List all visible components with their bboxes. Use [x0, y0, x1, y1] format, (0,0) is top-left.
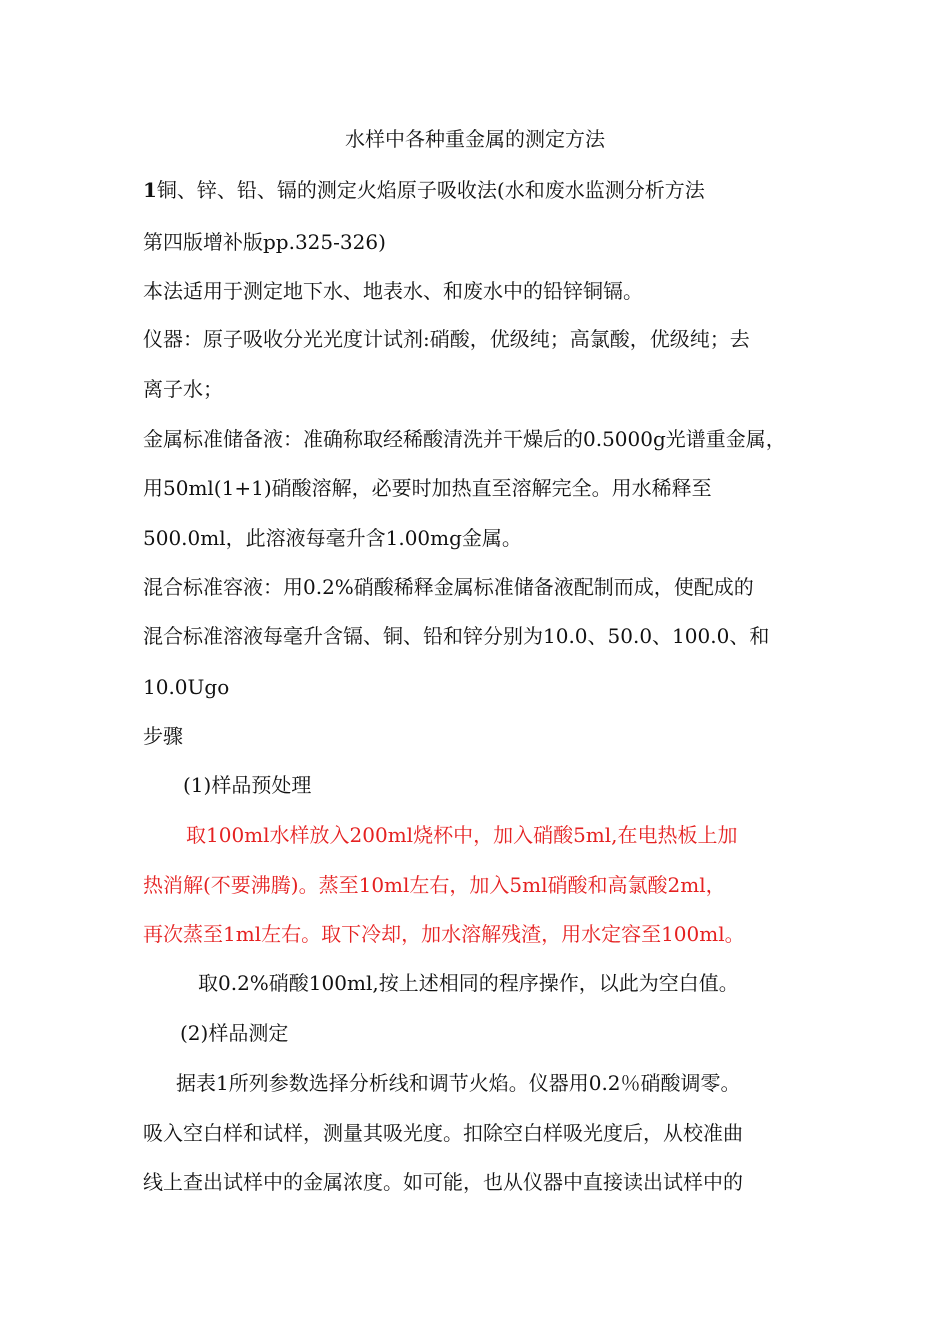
text-line-9: 混合标准容液：用0.2%硝酸稀释金属标准储备液配制而成，使配成的 — [143, 575, 754, 599]
text-line-7: 用50ml(1+1)硝酸溶解，必要时加热直至溶解完全。用水稀释至 — [143, 476, 712, 500]
text-line-6: 金属标准储备液：准确称取经稀酸清洗并干燥后的0.5000g光谱重金属， — [143, 427, 786, 451]
highlight-line-3: 再次蒸至1ml左右。取下冷却，加水溶解残渣，用水定容至100ml。 — [143, 922, 745, 946]
text-line-4: 仪器：原子吸收分光光度计试剂:硝酸，优级纯；高氯酸，优级纯；去 — [143, 327, 750, 351]
text-line-measure-2: 吸入空白样和试样，测量其吸光度。扣除空白样吸光度后，从校准曲 — [143, 1121, 743, 1145]
text-line-measure-3: 线上查出试样中的金属浓度。如可能，也从仪器中直接读出试样中的 — [143, 1170, 743, 1194]
section-heading-steps: 步骤 — [143, 724, 183, 748]
text-line-blank-value: 取0.2%硝酸100ml,按上述相同的程序操作，以此为空白值。 — [198, 971, 739, 995]
text-line-8: 500.0ml，此溶液每毫升含1.00mg金属。 — [143, 526, 522, 550]
text-line-1-body: 铜、锌、铅、镉的测定火焰原子吸收法(水和废水监测分析方法 — [156, 178, 705, 202]
text-line-2: 第四版增补版pp.325-326) — [143, 230, 386, 254]
highlight-line-2: 热消解(不要沸腾)。蒸至10ml左右，加入5ml硝酸和高氯酸2ml， — [143, 873, 726, 897]
subsection-heading-pretreatment: (1)样品预处理 — [183, 773, 312, 797]
highlight-line-1: 取100ml水样放入200ml烧杯中，加入硝酸5ml,在电热板上加 — [186, 823, 738, 847]
section-number: 1 — [143, 178, 157, 202]
text-line-3: 本法适用于测定地下水、地表水、和废水中的铅锌铜镉。 — [143, 279, 643, 303]
text-line-5: 离子水； — [143, 377, 223, 401]
text-line-10: 混合标准溶液每毫升含镉、铜、铅和锌分别为10.0、50.0、100.0、和 — [143, 624, 770, 648]
text-line-11: 10.0Ugo — [143, 675, 230, 699]
subsection-heading-measurement: (2)样品测定 — [180, 1021, 289, 1045]
document-title: 水样中各种重金属的测定方法 — [345, 127, 605, 151]
text-line-measure-1: 据表1所列参数选择分析线和调节火焰。仪器用0.2％硝酸调零。 — [176, 1071, 741, 1095]
text-line-1 — [143, 177, 705, 203]
